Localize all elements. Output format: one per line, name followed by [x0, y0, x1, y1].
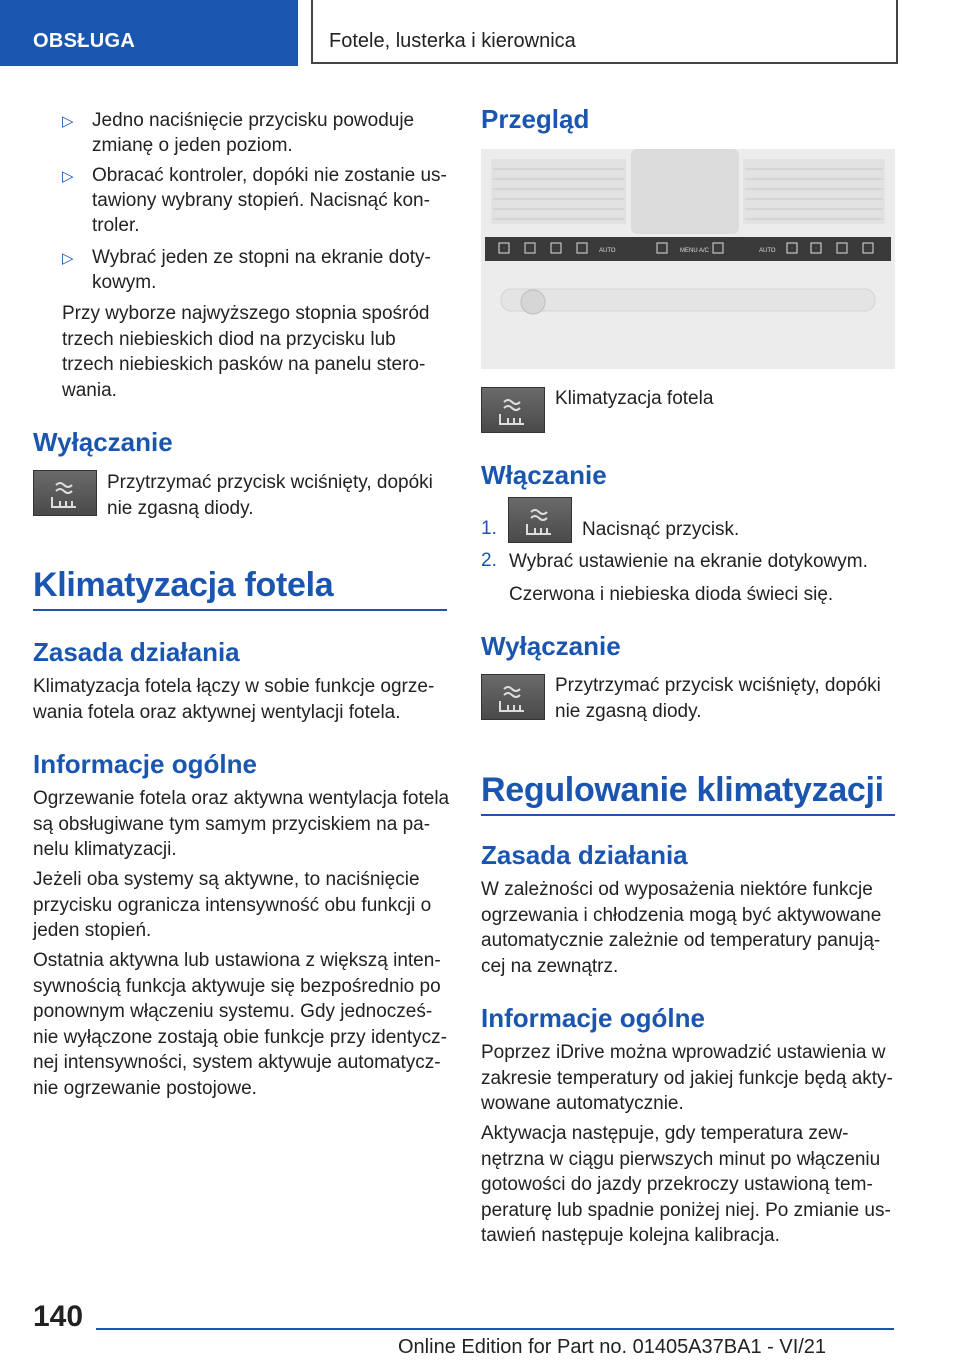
- paragraph: Aktywacja następuje, gdy temperatura zew‐ nętrzna w ciągu pierwszych minut po włączeniu gotowości do jazdy przekroczy ustawioną tem‐ peraturę lub spadnie poniżej niej. Po zmianie us‐ tawień następuje kolejna kalibracja.: [481, 1123, 891, 1246]
- seat-climate-button-icon: [481, 674, 545, 720]
- chapter-header: [311, 0, 898, 64]
- divider: [33, 609, 447, 611]
- paragraph: Ogrzewanie fotela oraz aktywna wentylacja fotela są obsługiwane tym samym przyciskiem na pa‐ nelu klimatyzacji.: [33, 788, 450, 860]
- chapter-title: Fotele, lusterka i kierownica: [329, 30, 576, 52]
- chapter-section-title: Regulowanie klimatyzacji: [481, 771, 884, 809]
- panel-auto-right: AUTO: [759, 248, 776, 254]
- step-number: 1.: [481, 518, 497, 539]
- bullet-text: Wybrać jeden ze stopni na ekranie doty‐ kowym.: [92, 247, 431, 293]
- paragraph: Ostatnia aktywna lub ustawiona z większą inten‐ sywnością funkcja aktywuje się bezpośrednio po ponownym włączeniu systemu. Gdy jednocześ‐ nie wyłączone zostają obie funkcje przy identycz‐ nej intensywności, system aktywuje automatycz‐ nie ogrzewanie postojowe.: [33, 950, 447, 1099]
- section-heading: Włączanie: [481, 460, 607, 490]
- footer-divider: [96, 1328, 894, 1330]
- edition-text: Online Edition for Part no. 01405A37BA1 - VI/21: [398, 1336, 827, 1358]
- step-number: 2.: [481, 550, 497, 571]
- seat-climate-button-icon: [33, 470, 97, 516]
- section-heading: Przegląd: [481, 104, 590, 134]
- chapter-section-title: Klimatyzacja fotela: [33, 566, 334, 604]
- section-heading: Wyłączanie: [481, 631, 621, 661]
- triangle-bullet-icon: ▷: [62, 168, 74, 185]
- section-heading: Wyłączanie: [33, 427, 173, 457]
- step-text: Nacisnąć przycisk.: [582, 519, 740, 540]
- step-text: Wybrać ustawienie na ekranie dotykowym.: [509, 551, 868, 572]
- icon-caption: Klimatyzacja fotela: [555, 388, 714, 409]
- paragraph: Poprzez iDrive można wprowadzić ustawienia w zakresie temperatury od jakiej funkcje będą akty‐ wowane automatycznie.: [481, 1042, 893, 1114]
- paragraph: Klimatyzacja fotela łączy w sobie funkcje ogrze‐ wania fotela oraz aktywnej wentylacji fotela.: [33, 676, 435, 723]
- climate-panel-photo: [481, 149, 895, 369]
- section-heading: Zasada działania: [481, 840, 688, 870]
- bullet-text: Jedno naciśnięcie przycisku powoduje zmianę o jeden poziom.: [92, 110, 415, 156]
- section-heading: Zasada działania: [33, 637, 240, 667]
- section-heading: Informacje ogólne: [33, 749, 257, 779]
- section-heading: Informacje ogólne: [481, 1003, 705, 1033]
- triangle-bullet-icon: ▷: [62, 250, 74, 267]
- divider: [481, 814, 895, 816]
- panel-menu-ac: MENU A/C: [680, 248, 710, 254]
- paragraph: Przytrzymać przycisk wciśnięty, dopóki nie zgasną diody.: [555, 675, 881, 722]
- paragraph: Przytrzymać przycisk wciśnięty, dopóki nie zgasną diody.: [107, 472, 433, 519]
- section-tab: [0, 0, 298, 66]
- seat-climate-button-icon: [481, 387, 545, 433]
- paragraph: Jeżeli oba systemy są aktywne, to naciśnięcie przycisku ogranicza intensywność obu funkcji o jeden stopień.: [33, 869, 432, 941]
- paragraph: Przy wyborze najwyższego stopnia spośród trzech niebieskich diod na przycisku lub trzech niebieskich pasków na panelu stero‐ wania.: [62, 303, 430, 401]
- page-number: 140: [33, 1300, 84, 1333]
- triangle-bullet-icon: ▷: [62, 113, 74, 130]
- seat-climate-button-icon: [508, 497, 572, 543]
- paragraph: W zależności od wyposażenia niektóre funkcje ogrzewania i chłodzenia mogą być aktywowane automatycznie zależnie od temperatury panują‐ cej na zewnątrz.: [481, 879, 882, 977]
- panel-auto-left: AUTO: [599, 248, 616, 254]
- section-label: OBSŁUGA: [33, 30, 136, 52]
- bullet-text: Obracać kontroler, dopóki nie zostanie us‐ tawiony wybrany stopień. Nacisnąć kon‐ troler.: [92, 165, 447, 236]
- step-note: Czerwona i niebieska dioda świeci się.: [509, 584, 834, 605]
